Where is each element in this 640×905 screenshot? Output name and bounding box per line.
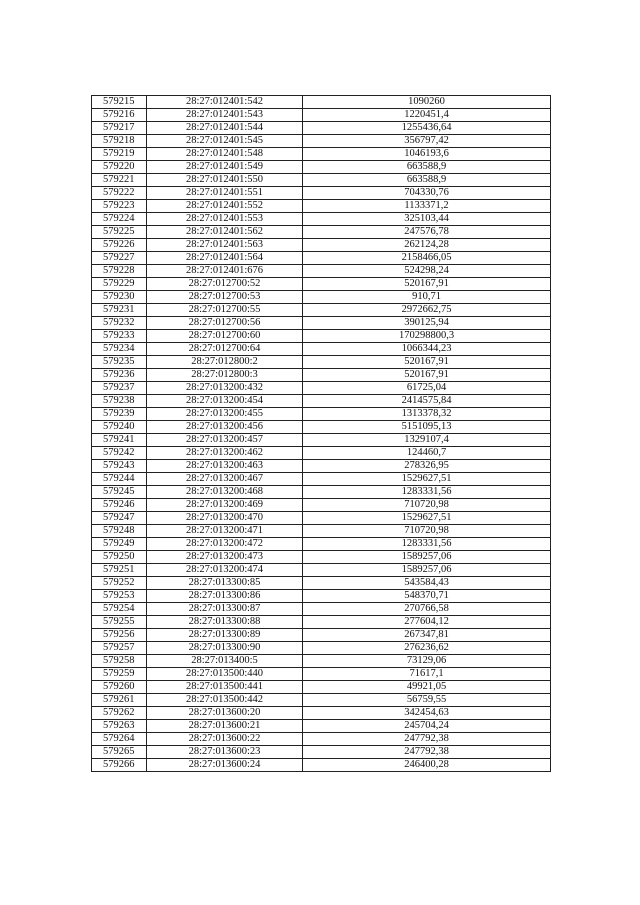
- table-row: [92, 668, 551, 681]
- cadastral-value-cell: 520167,91: [303, 278, 551, 291]
- cadastral-number-cell: 28:27:012401:564: [147, 252, 303, 265]
- table-row: [92, 499, 551, 512]
- cadastral-value-cell: 247576,78: [303, 226, 551, 239]
- table-row: [92, 590, 551, 603]
- table-row: [92, 421, 551, 434]
- cadastral-value-cell: 1589257,06: [303, 564, 551, 577]
- cadastral-value-cell: 71617,1: [303, 668, 551, 681]
- cadastral-number-cell: 28:27:013200:456: [147, 421, 303, 434]
- row-number-cell: 579217: [92, 122, 147, 135]
- cadastral-value-cell: 710720,98: [303, 525, 551, 538]
- cadastral-value-cell: 2972662,75: [303, 304, 551, 317]
- row-number-cell: 579232: [92, 317, 147, 330]
- table-row: [92, 291, 551, 304]
- cadastral-value-cell: 246400,28: [303, 759, 551, 772]
- cadastral-number-cell: 28:27:012700:53: [147, 291, 303, 304]
- cadastral-number-cell: 28:27:013200:472: [147, 538, 303, 551]
- cadastral-number-cell: 28:27:012401:562: [147, 226, 303, 239]
- cadastral-value-cell: 910,71: [303, 291, 551, 304]
- cadastral-value-cell: 390125,94: [303, 317, 551, 330]
- cadastral-number-cell: 28:27:012401:563: [147, 239, 303, 252]
- cadastral-value-cell: 277604,12: [303, 616, 551, 629]
- row-number-cell: 579218: [92, 135, 147, 148]
- row-number-cell: 579262: [92, 707, 147, 720]
- cadastral-number-cell: 28:27:012700:55: [147, 304, 303, 317]
- row-number-cell: 579235: [92, 356, 147, 369]
- table-row: [92, 733, 551, 746]
- table-row: [92, 252, 551, 265]
- table-row: [92, 304, 551, 317]
- cadastral-value-cell: 49921,05: [303, 681, 551, 694]
- cadastral-value-cell: 342454,63: [303, 707, 551, 720]
- row-number-cell: 579224: [92, 213, 147, 226]
- row-number-cell: 579221: [92, 174, 147, 187]
- cadastral-value-cell: 262124,28: [303, 239, 551, 252]
- cadastral-value-cell: 278326,95: [303, 460, 551, 473]
- table-row: [92, 694, 551, 707]
- row-number-cell: 579250: [92, 551, 147, 564]
- row-number-cell: 579256: [92, 629, 147, 642]
- table-row: [92, 330, 551, 343]
- row-number-cell: 579253: [92, 590, 147, 603]
- row-number-cell: 579229: [92, 278, 147, 291]
- table-row: [92, 343, 551, 356]
- table-row: [92, 512, 551, 525]
- cadastral-number-cell: 28:27:012401:550: [147, 174, 303, 187]
- cadastral-value-cell: 2414575,84: [303, 395, 551, 408]
- cadastral-number-cell: 28:27:013200:468: [147, 486, 303, 499]
- row-number-cell: 579244: [92, 473, 147, 486]
- table-row: [92, 226, 551, 239]
- row-number-cell: 579260: [92, 681, 147, 694]
- cadastral-value-cell: 1255436,64: [303, 122, 551, 135]
- row-number-cell: 579230: [92, 291, 147, 304]
- row-number-cell: 579237: [92, 382, 147, 395]
- cadastral-number-cell: 28:27:013200:471: [147, 525, 303, 538]
- table-row: [92, 265, 551, 278]
- table-row: [92, 577, 551, 590]
- cadastral-number-cell: 28:27:013300:85: [147, 577, 303, 590]
- cadastral-value-table-container: [91, 95, 550, 772]
- cadastral-number-cell: 28:27:012401:551: [147, 187, 303, 200]
- cadastral-number-cell: 28:27:013200:463: [147, 460, 303, 473]
- cadastral-number-cell: 28:27:013500:442: [147, 694, 303, 707]
- cadastral-number-cell: 28:27:012401:676: [147, 265, 303, 278]
- row-number-cell: 579216: [92, 109, 147, 122]
- cadastral-value-cell: 247792,38: [303, 746, 551, 759]
- cadastral-number-cell: 28:27:013200:457: [147, 434, 303, 447]
- cadastral-value-cell: 1220451,4: [303, 109, 551, 122]
- table-row: [92, 434, 551, 447]
- table-row: [92, 759, 551, 772]
- row-number-cell: 579261: [92, 694, 147, 707]
- table-row: [92, 629, 551, 642]
- row-number-cell: 579236: [92, 369, 147, 382]
- cadastral-number-cell: 28:27:013600:20: [147, 707, 303, 720]
- cadastral-value-cell: 1589257,06: [303, 551, 551, 564]
- cadastral-number-cell: 28:27:012700:60: [147, 330, 303, 343]
- cadastral-number-cell: 28:27:012401:544: [147, 122, 303, 135]
- row-number-cell: 579245: [92, 486, 147, 499]
- cadastral-number-cell: 28:27:013300:88: [147, 616, 303, 629]
- cadastral-number-cell: 28:27:012401:553: [147, 213, 303, 226]
- row-number-cell: 579254: [92, 603, 147, 616]
- cadastral-number-cell: 28:27:013600:24: [147, 759, 303, 772]
- cadastral-value-cell: 245704,24: [303, 720, 551, 733]
- cadastral-value-cell: 663588,9: [303, 174, 551, 187]
- row-number-cell: 579241: [92, 434, 147, 447]
- cadastral-value-cell: 73129,06: [303, 655, 551, 668]
- cadastral-number-cell: 28:27:012700:52: [147, 278, 303, 291]
- cadastral-number-cell: 28:27:013500:441: [147, 681, 303, 694]
- table-row: [92, 200, 551, 213]
- row-number-cell: 579234: [92, 343, 147, 356]
- cadastral-value-cell: 543584,43: [303, 577, 551, 590]
- cadastral-value-cell: 276236,62: [303, 642, 551, 655]
- row-number-cell: 579258: [92, 655, 147, 668]
- row-number-cell: 579243: [92, 460, 147, 473]
- table-row: [92, 746, 551, 759]
- cadastral-number-cell: 28:27:013600:21: [147, 720, 303, 733]
- table-row: [92, 278, 551, 291]
- row-number-cell: 579264: [92, 733, 147, 746]
- table-row: [92, 564, 551, 577]
- cadastral-value-cell: 704330,76: [303, 187, 551, 200]
- table-row: [92, 395, 551, 408]
- row-number-cell: 579266: [92, 759, 147, 772]
- cadastral-number-cell: 28:27:013300:90: [147, 642, 303, 655]
- cadastral-number-cell: 28:27:013200:474: [147, 564, 303, 577]
- row-number-cell: 579219: [92, 148, 147, 161]
- cadastral-value-cell: 270766,58: [303, 603, 551, 616]
- table-row: [92, 525, 551, 538]
- row-number-cell: 579242: [92, 447, 147, 460]
- cadastral-value-cell: 356797,42: [303, 135, 551, 148]
- cadastral-number-cell: 28:27:012401:542: [147, 96, 303, 109]
- row-number-cell: 579215: [92, 96, 147, 109]
- cadastral-number-cell: 28:27:013300:86: [147, 590, 303, 603]
- cadastral-value-cell: 1046193,6: [303, 148, 551, 161]
- table-row: [92, 122, 551, 135]
- cadastral-value-cell: 1283331,56: [303, 538, 551, 551]
- table-row: [92, 551, 551, 564]
- row-number-cell: 579220: [92, 161, 147, 174]
- table-body: [92, 96, 551, 772]
- table-row: [92, 655, 551, 668]
- table-row: [92, 135, 551, 148]
- cadastral-value-cell: 1283331,56: [303, 486, 551, 499]
- table-row: [92, 187, 551, 200]
- cadastral-value-cell: 1529627,51: [303, 512, 551, 525]
- cadastral-value-cell: 1066344,23: [303, 343, 551, 356]
- table-row: [92, 148, 551, 161]
- cadastral-value-cell: 2158466,05: [303, 252, 551, 265]
- table-row: [92, 707, 551, 720]
- row-number-cell: 579231: [92, 304, 147, 317]
- cadastral-number-cell: 28:27:013200:432: [147, 382, 303, 395]
- table-row: [92, 369, 551, 382]
- row-number-cell: 579263: [92, 720, 147, 733]
- row-number-cell: 579226: [92, 239, 147, 252]
- table-row: [92, 616, 551, 629]
- cadastral-number-cell: 28:27:013200:473: [147, 551, 303, 564]
- row-number-cell: 579247: [92, 512, 147, 525]
- row-number-cell: 579223: [92, 200, 147, 213]
- cadastral-number-cell: 28:27:013600:22: [147, 733, 303, 746]
- cadastral-number-cell: 28:27:012401:552: [147, 200, 303, 213]
- cadastral-value-cell: 524298,24: [303, 265, 551, 278]
- table-row: [92, 538, 551, 551]
- table-row: [92, 642, 551, 655]
- row-number-cell: 579225: [92, 226, 147, 239]
- cadastral-value-cell: 267347,81: [303, 629, 551, 642]
- table-row: [92, 96, 551, 109]
- cadastral-value-cell: 1329107,4: [303, 434, 551, 447]
- table-row: [92, 720, 551, 733]
- row-number-cell: 579257: [92, 642, 147, 655]
- cadastral-value-cell: 56759,55: [303, 694, 551, 707]
- cadastral-number-cell: 28:27:013200:467: [147, 473, 303, 486]
- row-number-cell: 579251: [92, 564, 147, 577]
- row-number-cell: 579265: [92, 746, 147, 759]
- cadastral-value-cell: 520167,91: [303, 356, 551, 369]
- table-row: [92, 681, 551, 694]
- row-number-cell: 579227: [92, 252, 147, 265]
- cadastral-number-cell: 28:27:012800:3: [147, 369, 303, 382]
- cadastral-value-cell: 5151095,13: [303, 421, 551, 434]
- cadastral-number-cell: 28:27:012700:64: [147, 343, 303, 356]
- row-number-cell: 579255: [92, 616, 147, 629]
- row-number-cell: 579239: [92, 408, 147, 421]
- table-row: [92, 603, 551, 616]
- cadastral-number-cell: 28:27:013400:5: [147, 655, 303, 668]
- row-number-cell: 579222: [92, 187, 147, 200]
- table-row: [92, 317, 551, 330]
- cadastral-number-cell: 28:27:013200:469: [147, 499, 303, 512]
- cadastral-number-cell: 28:27:013300:87: [147, 603, 303, 616]
- table-row: [92, 382, 551, 395]
- cadastral-value-cell: 325103,44: [303, 213, 551, 226]
- cadastral-number-cell: 28:27:013200:462: [147, 447, 303, 460]
- cadastral-number-cell: 28:27:013200:455: [147, 408, 303, 421]
- table-row: [92, 447, 551, 460]
- cadastral-value-cell: 1529627,51: [303, 473, 551, 486]
- cadastral-value-cell: 247792,38: [303, 733, 551, 746]
- table-row: [92, 213, 551, 226]
- cadastral-value-cell: 170298800,3: [303, 330, 551, 343]
- cadastral-number-cell: 28:27:013600:23: [147, 746, 303, 759]
- table-row: [92, 174, 551, 187]
- table-row: [92, 239, 551, 252]
- cadastral-number-cell: 28:27:012700:56: [147, 317, 303, 330]
- cadastral-number-cell: 28:27:013300:89: [147, 629, 303, 642]
- table-row: [92, 460, 551, 473]
- row-number-cell: 579249: [92, 538, 147, 551]
- table-row: [92, 473, 551, 486]
- row-number-cell: 579246: [92, 499, 147, 512]
- row-number-cell: 579233: [92, 330, 147, 343]
- cadastral-number-cell: 28:27:013200:454: [147, 395, 303, 408]
- table-row: [92, 109, 551, 122]
- cadastral-value-cell: 663588,9: [303, 161, 551, 174]
- cadastral-value-table: [91, 95, 551, 772]
- table-row: [92, 161, 551, 174]
- row-number-cell: 579259: [92, 668, 147, 681]
- cadastral-value-cell: 61725,04: [303, 382, 551, 395]
- cadastral-value-cell: 1090260: [303, 96, 551, 109]
- table-row: [92, 356, 551, 369]
- table-row: [92, 408, 551, 421]
- cadastral-number-cell: 28:27:012401:543: [147, 109, 303, 122]
- cadastral-number-cell: 28:27:012401:548: [147, 148, 303, 161]
- row-number-cell: 579248: [92, 525, 147, 538]
- row-number-cell: 579238: [92, 395, 147, 408]
- cadastral-number-cell: 28:27:012800:2: [147, 356, 303, 369]
- cadastral-value-cell: 1313378,32: [303, 408, 551, 421]
- cadastral-value-cell: 1133371,2: [303, 200, 551, 213]
- cadastral-value-cell: 124460,7: [303, 447, 551, 460]
- cadastral-value-cell: 710720,98: [303, 499, 551, 512]
- row-number-cell: 579228: [92, 265, 147, 278]
- table-row: [92, 486, 551, 499]
- cadastral-value-cell: 548370,71: [303, 590, 551, 603]
- row-number-cell: 579240: [92, 421, 147, 434]
- cadastral-number-cell: 28:27:013200:470: [147, 512, 303, 525]
- cadastral-number-cell: 28:27:012401:549: [147, 161, 303, 174]
- cadastral-value-cell: 520167,91: [303, 369, 551, 382]
- cadastral-number-cell: 28:27:012401:545: [147, 135, 303, 148]
- cadastral-number-cell: 28:27:013500:440: [147, 668, 303, 681]
- row-number-cell: 579252: [92, 577, 147, 590]
